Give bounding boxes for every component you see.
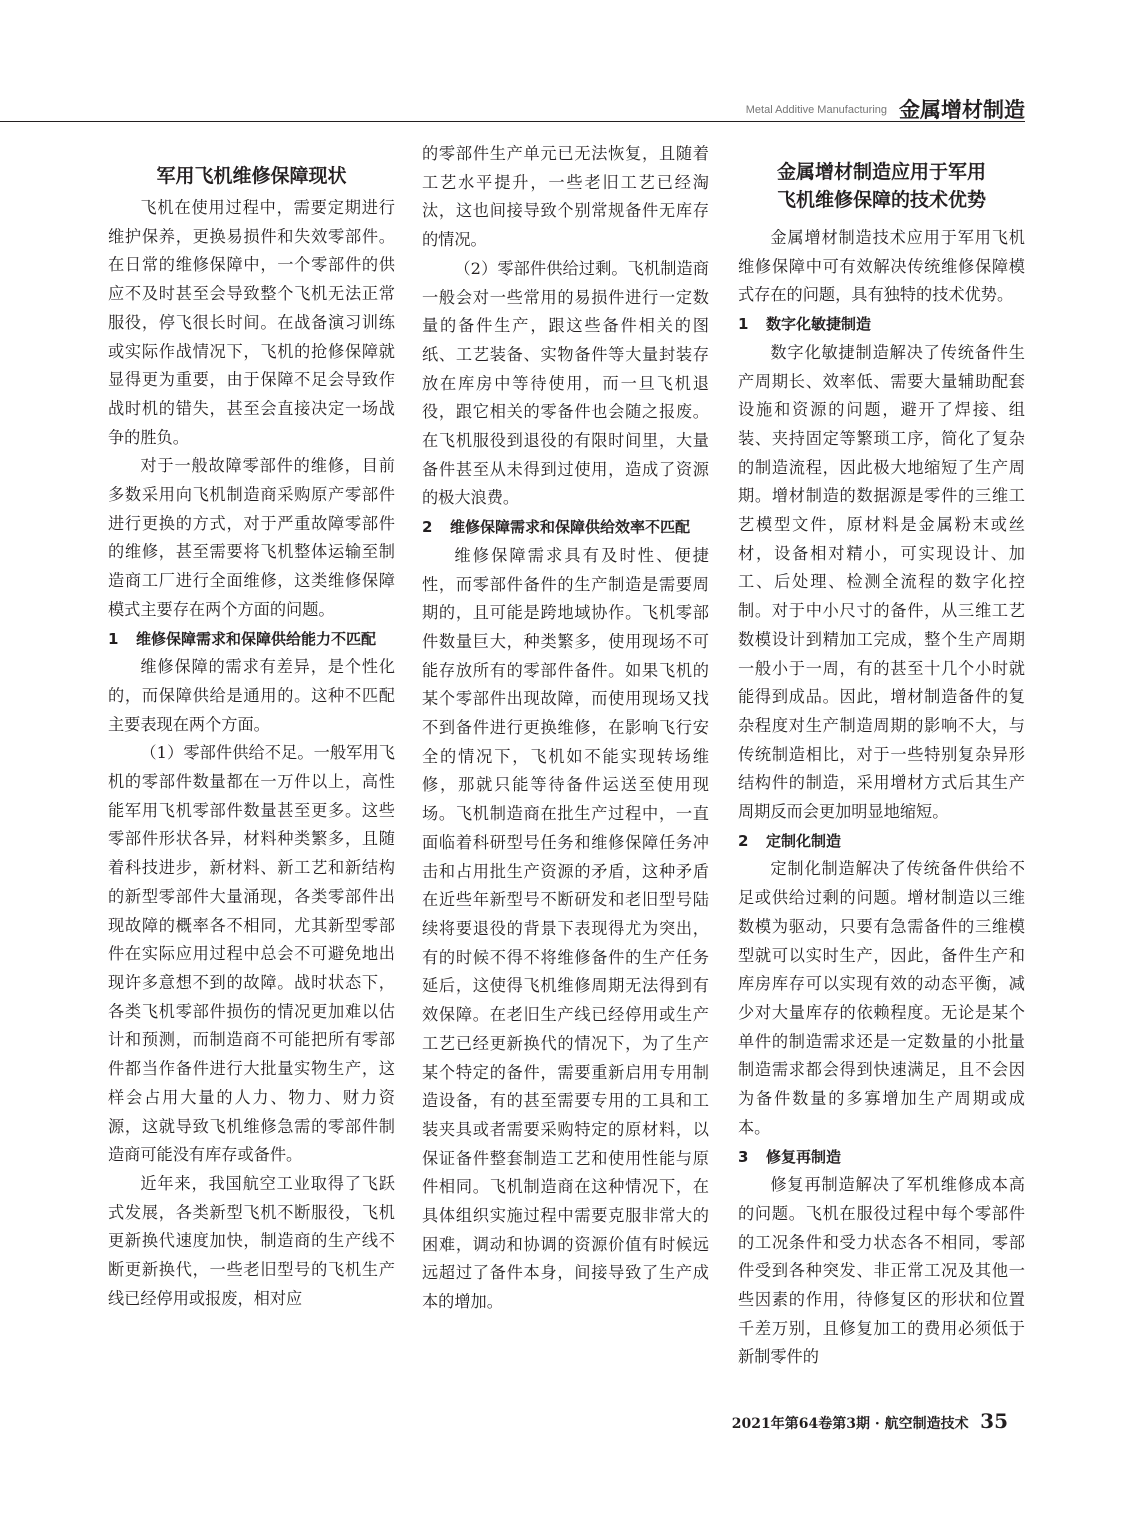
paragraph: 金属增材制造技术应用于军用飞机维修保障中可有效解决传统维修保障模式存在的问题，具有独特的技术优势。 <box>738 228 1025 305</box>
page-footer <box>732 1409 1008 1433</box>
paragraph: 近年来，我国航空工业取得了飞跃式发展，各类新型飞机不断服役，飞机更新换代速度加快，制造商的生产线不断更新换代，一些老旧型号的飞机生产线已经停用或报废，相对应 <box>108 1173 395 1308</box>
subheading-number: 2 <box>422 518 433 537</box>
subheading-number: 3 <box>738 1147 749 1166</box>
paragraph: 对于一般故障零部件的维修，目前多数采用向飞机制造商采购原产零部件进行更换的方式，对于严重故障零部件的维修，甚至需要将飞机整体运输至制造商工厂进行全面维修，这类维修保障模式主要存在两个方面的问题。 <box>108 456 395 619</box>
page-number: 35 <box>980 1409 1008 1433</box>
section-title-line: 飞机维修保障的技术优势 <box>776 189 986 211</box>
subheading-efficiency-mismatch <box>422 513 709 542</box>
paragraph: 维修保障的需求有差异，是个性化的，而保障供给是通用的。这种不匹配主要表现在两个方面。 <box>108 657 395 734</box>
subheading-text: 修复再制造 <box>766 1147 842 1166</box>
paragraph: 定制化制造解决了传统备件供给不足或供给过剩的问题。增材制造以三维数模为驱动，只要有急需备件的三维模型就可以实时生产，因此，备件生产和库房库存可以实现有效的动态平衡，减少对大量库存的依赖程度。无论是某个单件的制造需求还是一定数量的小批量制造需求都会得到快速满足，且不会因为备件数量的多寡增加生产周期或成本。 <box>738 859 1025 1137</box>
subheading-number: 1 <box>108 629 119 648</box>
subheading-text: 维修保障需求和保障供给效率不匹配 <box>450 518 691 537</box>
subheading-text: 维修保障需求和保障供给能力不匹配 <box>136 629 377 648</box>
column-right <box>738 158 1025 1428</box>
paragraph: （2）零部件供给过剩。飞机制造商一般会对一些常用的易损件进行一定数量的备件生产，跟这些备件相关的图纸、工艺装备、实物备件等大量封装存放在库房中等待使用，而一旦飞机退役，跟它相关的零备件也会随之报废。在飞机服役到退役的有限时间里，大量备件甚至从未得到过使用，造成了资源的极大浪费。 <box>422 258 709 508</box>
paragraph: 数字化敏捷制造解决了传统备件生产周期长、效率低、需要大量辅助配套设施和资源的问题，避开了焊接、组装、夹持固定等繁琐工序，简化了复杂的制造流程，因此极大地缩短了生产周期。增材制造的数据源是零件的三维工艺模型文件，原材料是金属粉末或丝材，设备相对精小，可实现设计、加工、后处理、检测全流程的数字化控制。对于中小尺寸的备件，从三维工艺数模设计到精加工完成，整个生产周期一般小于一周，有的甚至十几个小时就能得到成品。因此，增材制造备件的复杂程度对生产制造周期的影响不大，与传统制造相比，对于一些特别复杂异形结构件的制造，采用增材方式后其生产周期反而会更加明显地缩短。 <box>738 342 1025 822</box>
subheading-number: 2 <box>738 831 749 850</box>
subheading-text: 定制化制造 <box>766 831 842 850</box>
subheading-remanufacturing <box>738 1143 1025 1172</box>
paragraph-continued: 的零部件生产单元已无法恢复，且随着工艺水平提升，一些老旧工艺已经淘汰，这也间接导致个别常规备件无库存的情况。 <box>422 144 709 250</box>
column-left <box>108 162 395 1432</box>
column-middle <box>422 140 709 1410</box>
section-title-advantages <box>738 158 1025 214</box>
subheading-capacity-mismatch <box>108 625 395 654</box>
subheading-text: 数字化敏捷制造 <box>766 315 872 334</box>
header-section-chinese: 金属增材制造 <box>899 98 1025 122</box>
subheading-number: 1 <box>738 315 749 334</box>
paragraph: （1）零部件供给不足。一般军用飞机的零部件数量都在一万件以上，高性能军用飞机零部件数量甚至更多。这些零部件形状各异，材料种类繁多，且随着科技进步，新材料、新工艺和新结构的新型零部件大量涌现，各类零部件出现故障的概率各不相同，尤其新型零部件在实际应用过程中总会不可避免地出现许多意想不到的故障。战时状态下，各类飞机零部件损伤的情况更加难以估计和预测，而制造商不可能把所有零部件都当作备件进行大批量实物生产，这样会占用大量的人力、物力、财力资源，这就导致飞机维修急需的零部件制造商可能没有库存或备件。 <box>108 743 395 1165</box>
section-title-line: 金属增材制造应用于军用 <box>776 161 986 183</box>
subheading-customized <box>738 827 1025 856</box>
section-title-status: 军用飞机维修保障现状 <box>156 165 347 187</box>
paragraph: 维修保障需求具有及时性、便捷性，而零部件备件的生产制造是需要周期的，且可能是跨地域协作。飞机零部件数量巨大，种类繁多，使用现场不可能存放所有的零部件备件。如果飞机的某个零部件出现故障，而使用现场又找不到备件进行更换维修，在影响飞行安全的情况下，飞机如不能实现转场维修，那就只能等待备件运送至使用现场。飞机制造商在批生产过程中，一直面临着科研型号任务和维修保障任务冲击和占用批生产资源的矛盾，这种矛盾在近些年新型号不断研发和老旧型号陆续将要退役的背景下表现得尤为突出，有的时候不得不将维修备件的生产任务延后，这使得飞机维修周期无法得到有效保障。在老旧生产线已经停用或生产工艺已经更新换代的情况下，为了生产某个特定的备件，需要重新启用专用制造设备，有的甚至需要专用的工具和工装夹具或者需要采购特定的原材料，以保证备件整套制造工艺和使用性能与原件相同。飞机制造商在这种情况下，在具体组织实施过程中需要克服非常大的困难，调动和协调的资源价值有时候远远超过了备件本身，间接导致了生产成本的增加。 <box>422 545 709 1312</box>
subheading-digital-agile <box>738 310 1025 339</box>
header-section-english: Metal Additive Manufacturing <box>745 104 887 116</box>
running-header <box>0 93 1025 122</box>
paragraph: 飞机在使用过程中，需要定期进行维护保养，更换易损件和失效零部件。在日常的维修保障中，一个零部件的供应不及时甚至会导致整个飞机无法正常服役，停飞很长时间。在战备演习训练或实际作战情况下，飞机的抢修保障就显得更为重要，由于保障不足会导致作战时机的错失，甚至会直接决定一场战争的胜负。 <box>108 198 395 447</box>
journal-issue: 2021年第64卷第3期 · 航空制造技术 <box>731 1416 969 1432</box>
paragraph: 修复再制造解决了军机维修成本高的问题。飞机在服役过程中每个零部件的工况条件和受力状态各不相同，零部件受到各种突发、非正常工况及其他一些因素的作用，待修复区的形状和位置千差万别，且修复加工的费用必须低于新制零件的 <box>738 1175 1025 1367</box>
